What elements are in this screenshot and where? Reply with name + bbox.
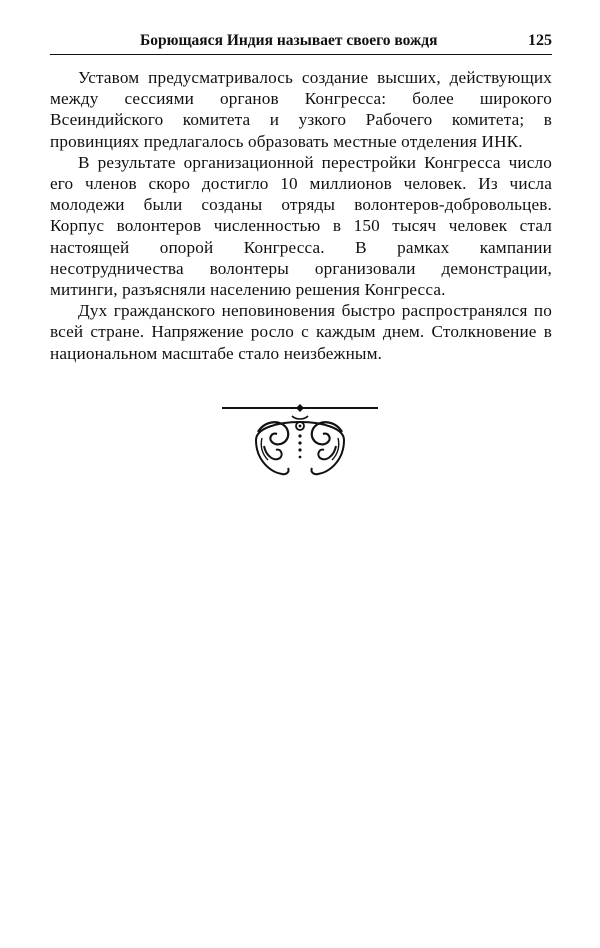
body-text xyxy=(50,67,552,364)
running-title: Борющаяся Индия называет своего вождя xyxy=(140,32,438,49)
page-number: 125 xyxy=(528,32,552,49)
decorative-vignette-icon xyxy=(222,402,378,482)
book-page xyxy=(50,30,552,364)
running-header xyxy=(50,30,552,55)
paragraph: Уставом предусматривалось создание высших, действующих между сессиями органов Конгресса: более широкого Всеиндийского комитета и узкого Рабочего комитета; в провинциях предлагалось образовать местные отделения ИНК. xyxy=(50,68,552,151)
paragraph: Дух гражданского неповиновения быстро распространялся по всей стране. Напряжение росло с каждым днем. Столкновение в национальном масштабе стало неизбежным. xyxy=(50,301,552,363)
paragraph: В результате организационной перестройки Конгресса число его членов скоро достигло 10 миллионов человек. Из числа молодежи были созданы отряды волонтеров-добровольцев. Корпус волонтеров численностью в 150 тысяч человек стал настоящей опорой Конгресса. В рамках кампании несотрудничества волонтеры организовали демонстрации, митинги, разъясняли населению решения Конгресса. xyxy=(50,152,552,300)
